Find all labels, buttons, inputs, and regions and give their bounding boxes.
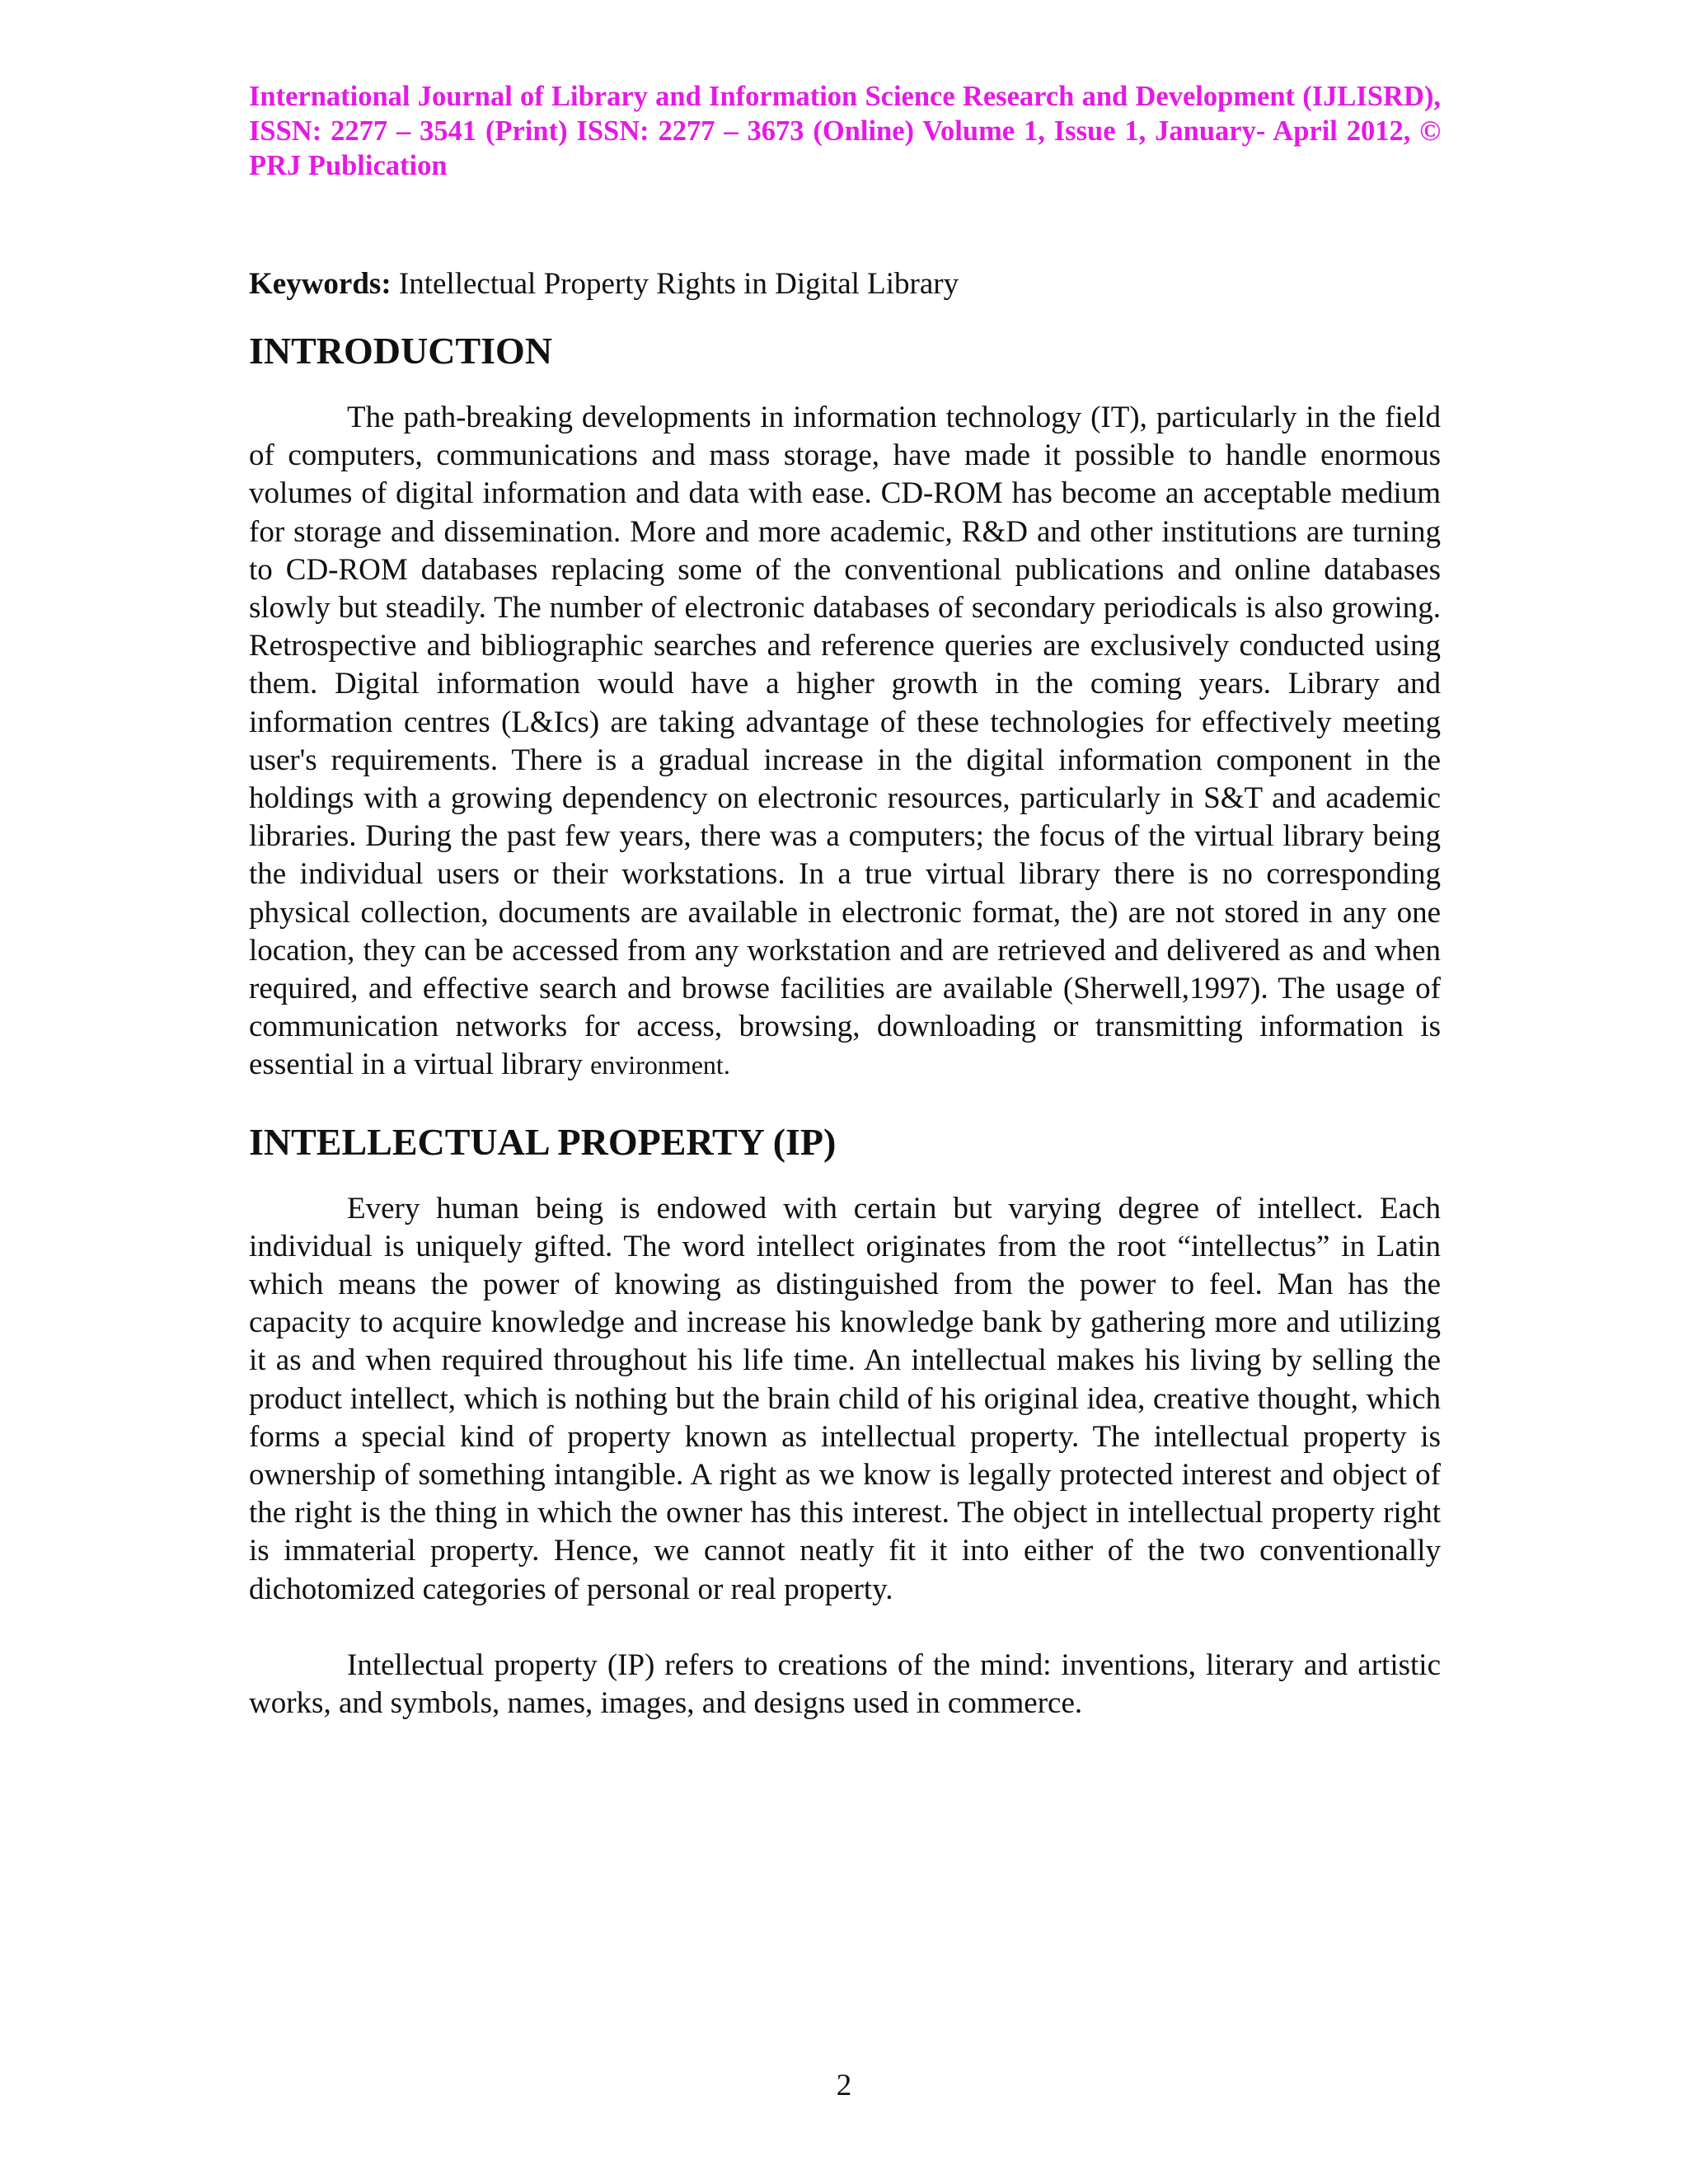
introduction-paragraph-tail: environment. [590, 1050, 730, 1080]
intellectual-property-paragraph-1: Every human being is endowed with certain but varying degree of intellect. Each individual is uniquely gifted. The word intellect originates from the root “intellectus” in Latin which means the power of knowing as distinguished from the power to feel. Man has the capacity to acquire knowledge and increase his knowledge bank by gathering more and utilizing it as and when required throughout his life time. An intellectual makes his living by selling the product intellect, which is nothing but the brain child of his original idea, creative thought, which forms a special kind of property known as intellectual property. The intellectual property is ownership of something intangible. A right as we know is legally protected interest and object of the right is the thing in which the owner has this interest. The object in intellectual property right is immaterial property. Hence, we cannot neatly fit it into either of the two conventionally dichotomized categories of personal or real property. [249, 1191, 1441, 1606]
introduction-paragraph [249, 399, 1441, 1085]
keywords-line [249, 265, 1441, 303]
intellectual-property-heading: INTELLECTUAL PROPERTY (IP) [249, 1120, 837, 1163]
paper-page [249, 79, 1441, 1722]
journal-header: International Journal of Library and Information Science Research and Development (IJLISRD), ISSN: 2277 – 3541 (Print) ISSN: 2277 – 3673 (Online) Volume 1, Issue 1, January- April 2012, © PRJ Publication [249, 81, 1441, 181]
keywords-label: Keywords: [249, 267, 392, 301]
page-number: 2 [836, 2069, 852, 2102]
keywords-value: Intellectual Property Rights in Digital Library [391, 267, 959, 301]
introduction-heading: INTRODUCTION [249, 330, 553, 372]
intellectual-property-paragraph-2: Intellectual property (IP) refers to creations of the mind: inventions, literary and artistic works, and symbols, names, images, and designs used in commerce. [249, 1647, 1441, 1721]
introduction-paragraph-text: The path-breaking developments in information technology (IT), particularly in the field of computers, communications and mass storage, have made it possible to handle enormous volumes of digital information and data with ease. CD-ROM has become an acceptable medium for storage and dissemination. More and more academic, R&D and other institutions are turning to CD-ROM databases replacing some of the conventional publications and online databases slowly but steadily. The number of electronic databases of secondary periodicals is also growing. Retrospective and bibliographic searches and reference queries are exclusively conducted using them. Digital information would have a higher growth in the coming years. Library and information centres (L&Ics) are taking advantage of these technologies for effectively meeting user's requirements. There is a gradual increase in the digital information component in the holdings with a growing dependency on electronic resources, particularly in S&T and academic libraries. During the past few years, there was a computers; the focus of the virtual library being the individual users or their workstations. In a true virtual library there is no corresponding physical collection, documents are available in electronic format, the) are not stored in any one location, they can be accessed from any workstation and are retrieved and delivered as and when required, and effective search and browse facilities are available (Sherwell,1997). The usage of communication networks for access, browsing, downloading or transmitting information is essential in a virtual library [249, 401, 1441, 1082]
